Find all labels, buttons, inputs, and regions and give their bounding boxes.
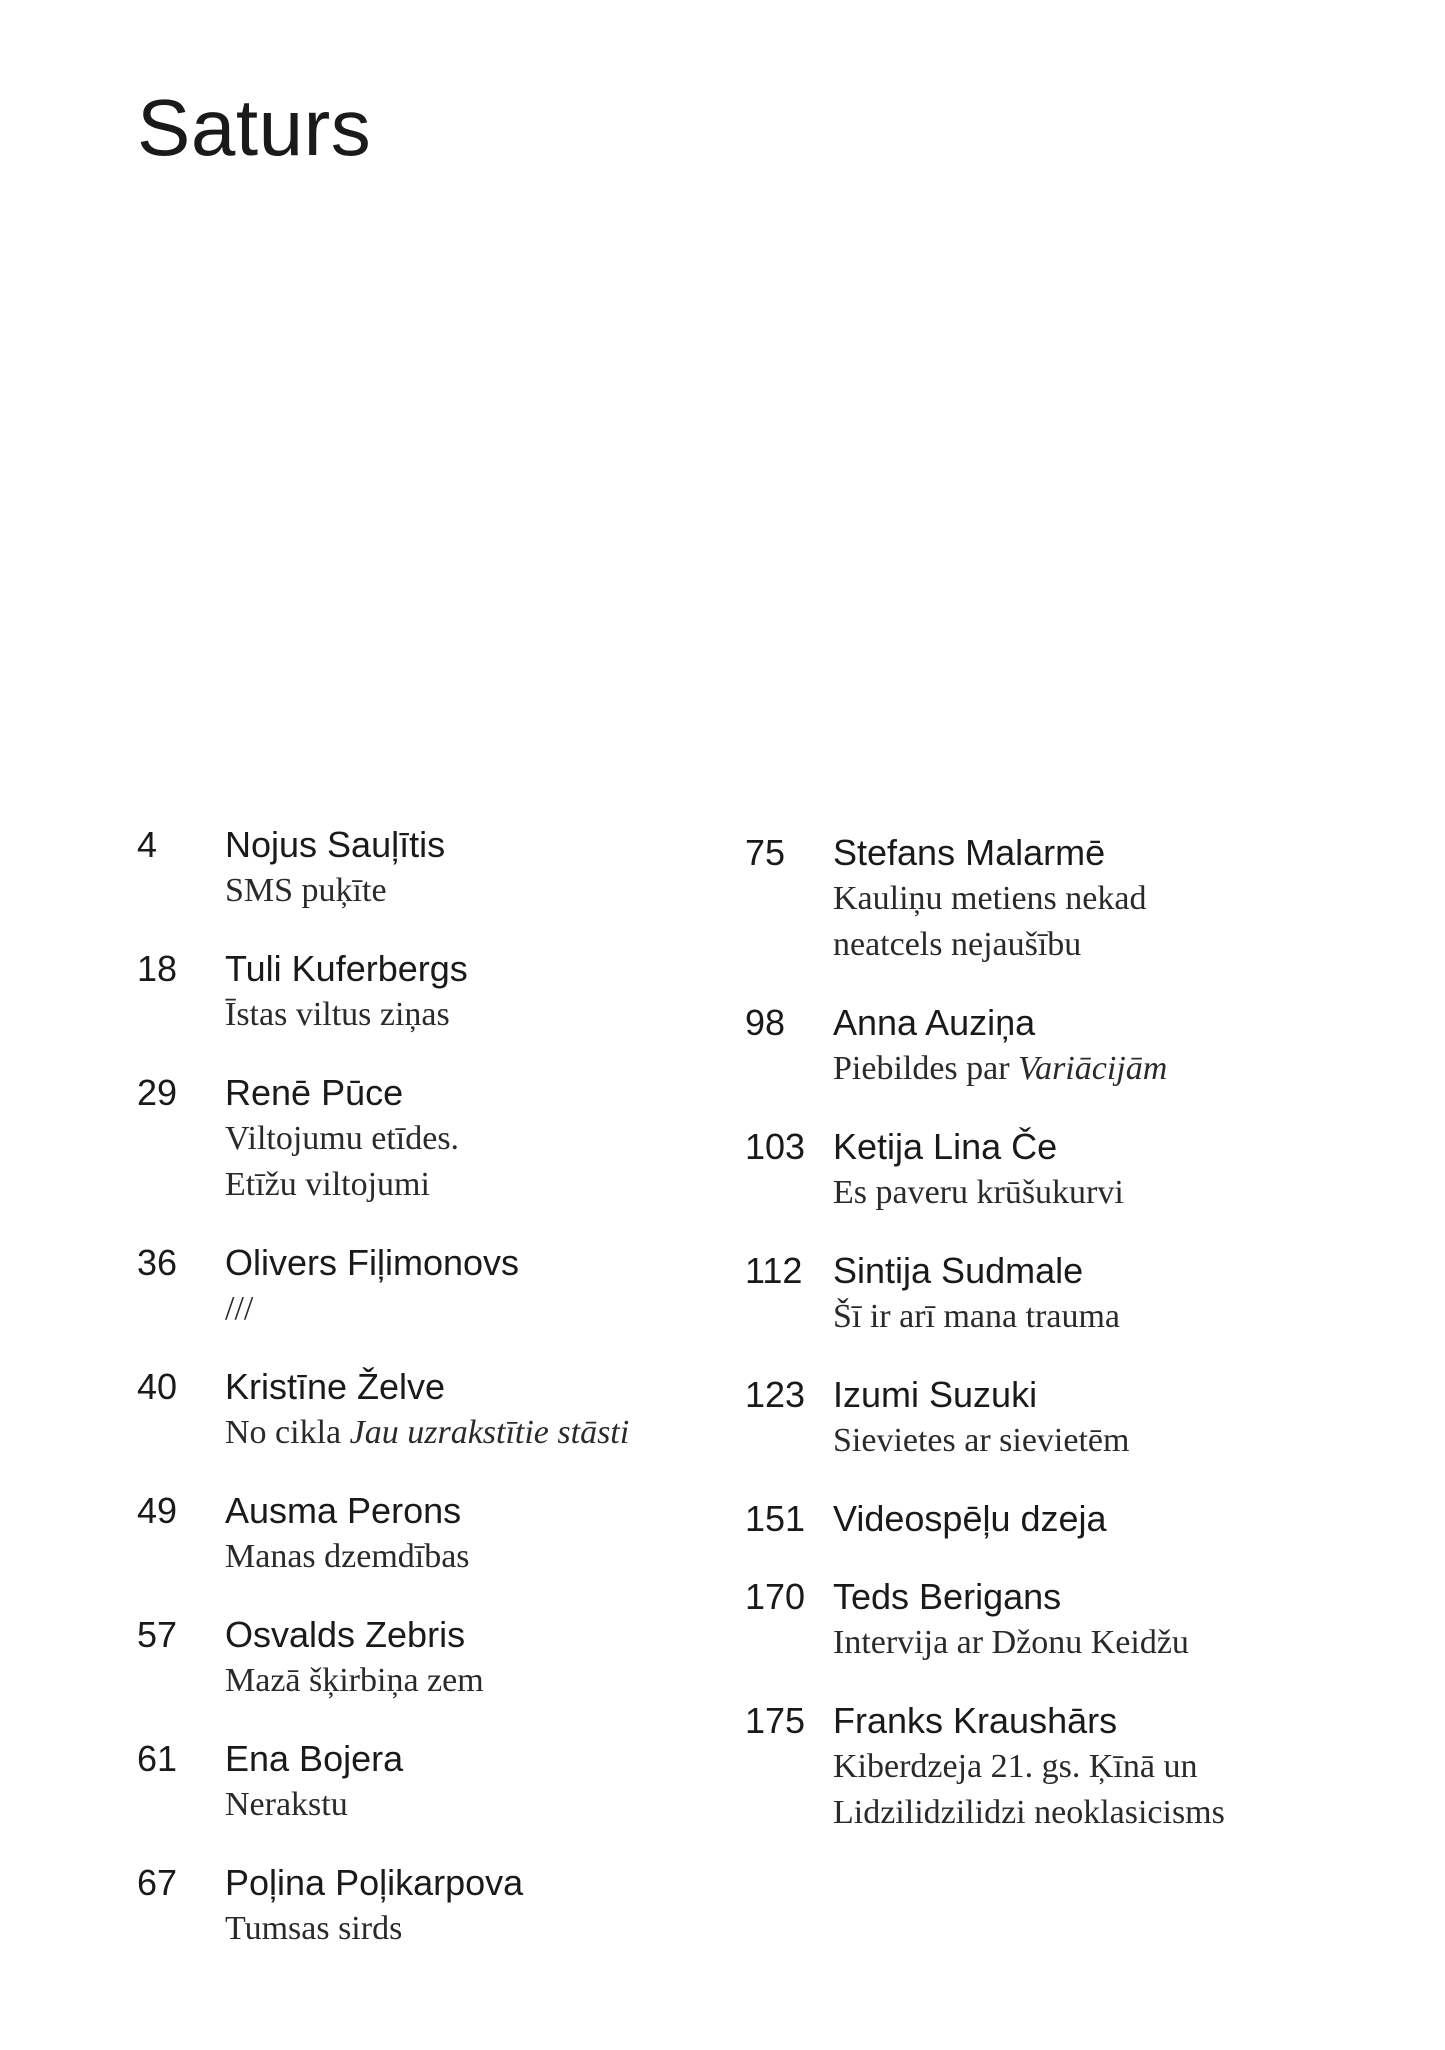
toc-entry[interactable] (137, 1612, 777, 1704)
toc-work-text: No cikla (225, 1414, 350, 1451)
toc-entry[interactable] (137, 1488, 777, 1580)
toc-page-number: 112 (745, 1250, 803, 1291)
toc-work-text: Es paveru krūšukurvi (833, 1174, 1124, 1211)
toc-author: Nojus Sauļītis (225, 824, 446, 865)
toc-work-title (225, 1906, 777, 1952)
toc-author: Videospēļu dzeja (833, 1498, 1107, 1539)
toc-entry-body (225, 1364, 777, 1456)
toc-page-number: 4 (137, 824, 158, 865)
toc-entry[interactable] (745, 1000, 1385, 1092)
toc-entry-body (833, 1496, 1385, 1542)
toc-work-text: Manas dzemdības (225, 1538, 470, 1575)
toc-page-number: 29 (137, 1072, 178, 1113)
toc-author: Kristīne Želve (225, 1366, 446, 1407)
toc-work-text: Šī ir arī mana trauma (833, 1298, 1121, 1335)
toc-entry-body (833, 1248, 1385, 1340)
toc-entry[interactable] (745, 1248, 1385, 1340)
toc-work-title (225, 1782, 777, 1828)
toc-work-title (833, 1620, 1385, 1666)
toc-work-text: Kiberdzeja 21. gs. Ķīnā un Lidzilidzilidzi neoklasicisms (833, 1748, 1225, 1831)
toc-work-title (225, 1658, 777, 1704)
toc-work-title (225, 992, 777, 1038)
toc-author: Teds Berigans (833, 1576, 1062, 1617)
toc-work-title (833, 1046, 1385, 1092)
toc-page-number: 18 (137, 948, 178, 989)
toc-page-number: 57 (137, 1614, 178, 1655)
toc-page-number: 40 (137, 1366, 178, 1407)
toc-entry[interactable] (745, 830, 1385, 968)
toc-entry-body (225, 1612, 777, 1704)
toc-work-text: Mazā šķirbiņa zem (225, 1662, 484, 1699)
toc-column-right (745, 830, 1385, 1868)
toc-entry[interactable] (745, 1698, 1385, 1836)
toc-entry[interactable] (137, 1860, 777, 1952)
toc-entry-body (225, 946, 777, 1038)
toc-entry-body (833, 830, 1385, 968)
toc-work-text: Viltojumu etīdes. Etīžu viltojumi (225, 1120, 460, 1203)
toc-work-title (225, 1286, 777, 1332)
toc-entry[interactable] (137, 822, 777, 914)
toc-entry-body (833, 1698, 1385, 1836)
toc-column-left (137, 822, 777, 1984)
toc-work-text: Īstas viltus ziņas (225, 996, 450, 1033)
toc-work-text: Sievietes ar sievietēm (833, 1422, 1130, 1459)
toc-work-italic: Jau uzrakstītie stāsti (349, 1414, 630, 1451)
toc-work-title (225, 868, 777, 914)
toc-work-title (225, 1410, 777, 1456)
toc-entry-body (225, 1070, 777, 1208)
toc-entry-body (833, 1574, 1385, 1666)
toc-page-number: 123 (745, 1374, 806, 1415)
toc-work-title (225, 1116, 777, 1208)
toc-work-text: Kauliņu metiens nekad neatcels nejaušību (833, 880, 1147, 963)
toc-entry-body (225, 1860, 777, 1952)
toc-entry[interactable] (745, 1574, 1385, 1666)
toc-work-title (833, 1294, 1385, 1340)
toc-work-title (225, 1534, 777, 1580)
toc-page-number: 36 (137, 1242, 178, 1283)
toc-page-number: 61 (137, 1738, 178, 1779)
toc-work-italic: Variācijām (1018, 1050, 1168, 1087)
toc-page-number: 98 (745, 1002, 786, 1043)
toc-page-number: 175 (745, 1700, 806, 1741)
toc-entry[interactable] (137, 946, 777, 1038)
toc-entry[interactable] (745, 1496, 1385, 1542)
toc-author: Renē Pūce (225, 1072, 404, 1113)
toc-work-title (833, 1170, 1385, 1216)
toc-author: Sintija Sudmale (833, 1250, 1084, 1291)
toc-author: Poļina Poļikarpova (225, 1862, 524, 1903)
toc-entry[interactable] (745, 1124, 1385, 1216)
toc-entry[interactable] (137, 1240, 777, 1332)
toc-entry[interactable] (137, 1736, 777, 1828)
toc-work-text: SMS puķīte (225, 872, 387, 909)
toc-work-text: Nerakstu (225, 1786, 348, 1823)
page-title: Saturs (137, 83, 372, 172)
toc-entry-body (225, 1736, 777, 1828)
toc-author: Franks Kraushārs (833, 1700, 1118, 1741)
toc-page-number: 170 (745, 1576, 806, 1617)
toc-entry[interactable] (745, 1372, 1385, 1464)
toc-work-text: Tumsas sirds (225, 1910, 403, 1947)
toc-page-number: 49 (137, 1490, 178, 1531)
toc-author: Ketija Lina Če (833, 1126, 1058, 1167)
toc-work-text: Intervija ar Džonu Keidžu (833, 1624, 1189, 1661)
toc-work-title (833, 1418, 1385, 1464)
toc-author: Anna Auziņa (833, 1002, 1036, 1043)
toc-page-number: 151 (745, 1498, 806, 1539)
toc-work-title (833, 1744, 1385, 1836)
toc-page-number: 75 (745, 832, 786, 873)
toc-entry-body (833, 1000, 1385, 1092)
toc-author: Tuli Kuferbergs (225, 948, 468, 989)
toc-work-text: /// (225, 1290, 254, 1327)
toc-author: Stefans Malarmē (833, 832, 1106, 873)
toc-page-number: 67 (137, 1862, 178, 1903)
toc-author: Ausma Perons (225, 1490, 462, 1531)
toc-entry[interactable] (137, 1364, 777, 1456)
toc-author: Olivers Fiļimonovs (225, 1242, 520, 1283)
toc-entry-body (225, 1240, 777, 1332)
toc-work-text: Piebildes par (833, 1050, 1019, 1087)
toc-author: Izumi Suzuki (833, 1374, 1038, 1415)
toc-entry-body (225, 1488, 777, 1580)
toc-entry[interactable] (137, 1070, 777, 1208)
toc-page-number: 103 (745, 1126, 806, 1167)
toc-entry-body (225, 822, 777, 914)
toc-work-title (833, 876, 1385, 968)
toc-author: Ena Bojera (225, 1738, 404, 1779)
toc-entry-body (833, 1124, 1385, 1216)
toc-entry-body (833, 1372, 1385, 1464)
toc-author: Osvalds Zebris (225, 1614, 466, 1655)
